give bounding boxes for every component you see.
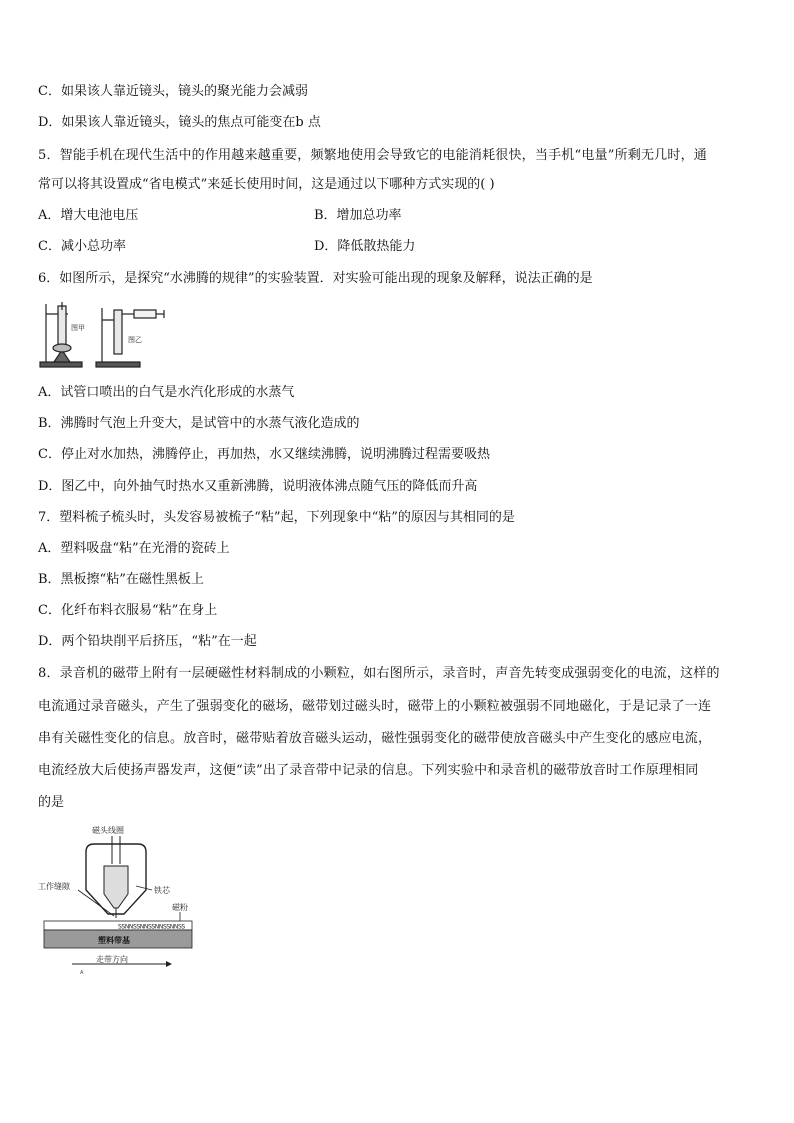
direction-label: 走带方向 — [96, 955, 128, 964]
q5-stem-line-1: 5．智能手机在现代生活中的作用越来越重要，频繁地使用会导致它的电能消耗很快，当手机“电量”所剩无几时，通 — [38, 148, 707, 163]
q7-option-a: A．塑料吸盘“粘”在光滑的瓷砖上 — [38, 541, 230, 556]
q8-stem-line-3: 串有关磁性变化的信息。放音时，磁带贴着放音磁头运动，磁性强弱变化的磁带使放音磁头中产生变化的感应电流， — [38, 731, 712, 746]
q8-tape-head-figure — [38, 824, 198, 976]
q6-option-b: B．沸腾时气泡上升变大，是试管中的水蒸气液化造成的 — [38, 416, 360, 431]
powder-label: 磁粉 — [172, 903, 188, 912]
q7-option-c: C．化纤布料衣服易“粘”在身上 — [38, 603, 218, 618]
q5-option-c: C．减小总功率 — [38, 239, 126, 254]
q7-stem: 7．塑料梳子梳头时，头发容易被梳子“粘”起，下列现象中“粘”的原因与其相同的是 — [38, 510, 515, 525]
q8-stem-line-4: 电流经放大后使扬声器发声，这便“读”出了录音带中记录的信息。下列实验中和录音机的磁带放音时工作原理相同 — [38, 763, 699, 778]
q5-option-b: B．增加总功率 — [314, 208, 402, 223]
q6-boiling-apparatus-figure — [38, 300, 166, 372]
q8-stem-line-5: 的是 — [38, 795, 65, 810]
core-label: 铁芯 — [154, 886, 170, 895]
tiny-mark: A — [80, 970, 84, 976]
q5-option-d: D．降低散热能力 — [314, 239, 416, 254]
gap-label: 工作缝隙 — [38, 882, 70, 891]
q6-option-c: C．停止对水加热，沸腾停止，再加热，水又继续沸腾，说明沸腾过程需要吸热 — [38, 447, 490, 462]
q7-option-b: B．黑板擦“粘”在磁性黑板上 — [38, 572, 204, 587]
coil-label: 磁头线圈 — [92, 826, 124, 835]
pole-sequence: SSNNSSNNSSNNSSNNSS — [118, 923, 185, 931]
q4-option-c: C．如果该人靠近镜头，镜头的聚光能力会减弱 — [38, 84, 308, 99]
q7-option-d: D．两个铅块削平后挤压，“粘”在一起 — [38, 634, 257, 649]
fig-label-yi: 图乙 — [128, 336, 142, 344]
q6-option-a: A．试管口喷出的白气是水汽化形成的水蒸气 — [38, 385, 295, 400]
q6-option-d: D．图乙中，向外抽气时热水又重新沸腾，说明液体沸点随气压的降低而升高 — [38, 479, 478, 494]
q5-option-a: A．增大电池电压 — [38, 208, 139, 223]
q4-option-d: D．如果该人靠近镜头，镜头的焦点可能变在b 点 — [38, 115, 321, 130]
q6-stem: 6．如图所示，是探究“水沸腾的规律”的实验装置．对实验可能出现的现象及解释，说法正确的是 — [38, 271, 593, 286]
fig-label-jia: 图甲 — [71, 324, 85, 332]
q5-stem-line-2: 常可以将其设置成“省电模式”来延长使用时间，这是通过以下哪种方式实现的( ) — [38, 177, 495, 192]
q8-stem-line-1: 8．录音机的磁带上附有一层硬磁性材料制成的小颗粒，如右图所示，录音时，声音先转变成强弱变化的电流，这样的 — [38, 666, 720, 681]
q8-stem-line-2: 电流通过录音磁头，产生了强弱变化的磁场，磁带划过磁头时，磁带上的小颗粒被强弱不同地磁化，于是记录了一连 — [38, 699, 712, 714]
base-label: 塑料带基 — [98, 936, 130, 945]
fig-a-stand — [40, 302, 82, 367]
